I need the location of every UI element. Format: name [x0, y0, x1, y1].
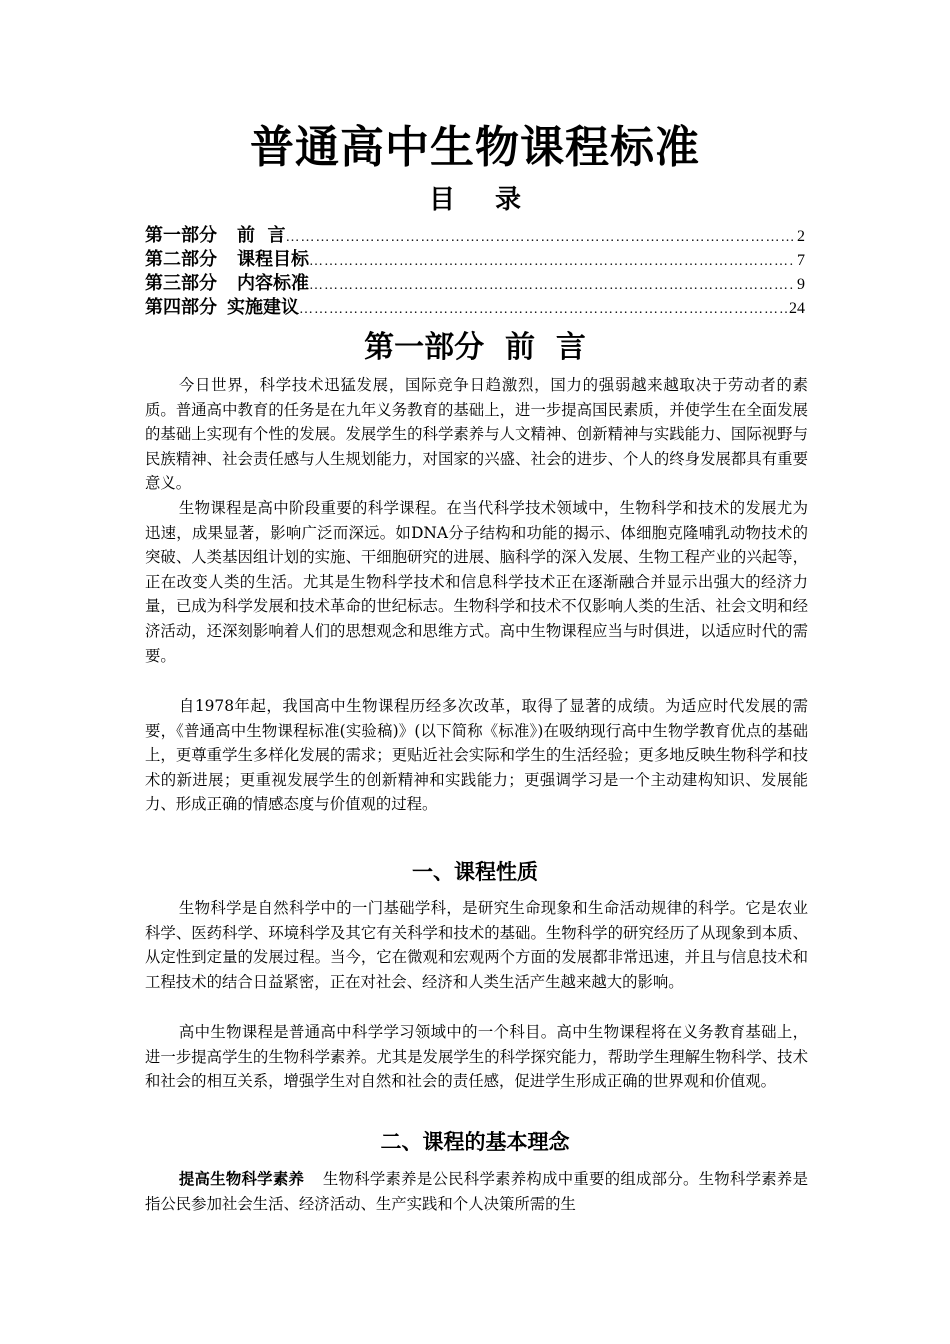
toc-title: 内容标准 — [237, 273, 309, 294]
toc-page-number: 7 — [797, 252, 805, 269]
toc-page-number: 2 — [797, 228, 805, 245]
toc-page-number: 9 — [797, 276, 805, 293]
toc-leader-dots — [299, 298, 787, 322]
toc-entry[interactable] — [145, 224, 805, 248]
toc-heading: 目录 — [428, 185, 561, 215]
toc-title: 实施建议 — [227, 297, 299, 318]
toc-page-number: 24 — [789, 300, 805, 317]
document-title: 普通高中生物课程标准 — [250, 122, 700, 173]
toc-part-label: 第三部分 — [145, 273, 217, 294]
section1-heading: 一、课程性质 — [412, 860, 538, 884]
part1-paragraph: 生物课程是高中阶段重要的科学课程。在当代科学技术领域中，生物科学和技术的发展尤为迅速，成果显著，影响广泛而深远。如DNA分子结构和功能的揭示、体细胞克隆哺乳动物技术的突破、人类基因组计划的实施、干细胞研究的进展、脑科学的深入发展、生物工程产业的兴起等，正在改变人类的生活。尤其是生物科学技术和信息科学技术正在逐渐融合并显示出强大的经济力量，已成为科学发展和技术革命的世纪标志。生物科学和技术不仅影响人类的生活、社会文明和经济活动，还深刻影响着人们的思想观念和思维方式。高中生物课程应当与时俱进，以适应时代的需要。 — [145, 499, 808, 665]
section2-lead-term: 提高生物科学素养 — [178, 1170, 305, 1188]
section1-paragraph: 高中生物课程是普通高中科学学习领域中的一个科目。高中生物课程将在义务教育基础上，进一步提高学生的生物科学素养。尤其是发展学生的科学探究能力，帮助学生理解生物科学、技术和社会的相互关系，增强学生对自然和社会的责任感，促进学生形成正确的世界观和价值观。 — [145, 1023, 808, 1091]
toc-entry[interactable] — [145, 248, 805, 272]
toc-title: 前 言 — [237, 225, 286, 246]
toc-leader-dots — [309, 250, 795, 274]
toc-part-label: 第四部分 — [145, 297, 217, 318]
toc-part-label: 第二部分 — [145, 249, 217, 270]
section2-paragraph — [145, 1167, 808, 1216]
toc-leader-dots — [309, 274, 795, 298]
toc-entry[interactable] — [145, 296, 805, 320]
table-of-contents — [145, 224, 805, 320]
part1-paragraph: 今日世界，科学技术迅猛发展，国际竞争日趋激烈，国力的强弱越来越取决于劳动者的素质。普通高中教育的任务是在九年义务教育的基础上，进一步提高国民素质，并使学生在全面发展的基础上实现有个性的发展。发展学生的科学素养与人文精神、创新精神与实践能力、国际视野与民族精神、社会责任感与人生规划能力，对国家的兴盛、社会的进步、个人的终身发展都具有重要意义。 — [145, 376, 808, 493]
toc-title: 课程目标 — [237, 249, 309, 270]
toc-leader-dots — [286, 226, 795, 250]
toc-part-label: 第一部分 — [145, 225, 217, 246]
part1-paragraph: 自1978年起，我国高中生物课程历经多次改革，取得了显著的成绩。为适应时代发展的需要，《普通高中生物课程标准(实验稿)》(以下简称《标准》)在吸纳现行高中生物学教育优点的基础上，更尊重学生多样化发展的需求；更贴近社会实际和学生的生活经验；更多地反映生物科学和技术的新进展；更重视发展学生的创新精神和实践能力；更强调学习是一个主动建构知识、发展能力、形成正确的情感态度与价值观的过程。 — [145, 697, 808, 814]
section1-paragraph: 生物科学是自然科学中的一门基础学科，是研究生命现象和生命活动规律的科学。它是农业科学、医药科学、环境科学及其它有关科学和技术的基础。生物科学的研究经历了从现象到本质、从定性到定量的发展过程。当今，它在微观和宏观两个方面的发展都非常迅速，并且与信息技术和工程技术的结合日益紧密，正在对社会、经济和人类生活产生越来越大的影响。 — [145, 899, 808, 991]
toc-entry[interactable] — [145, 272, 805, 296]
part1-heading: 第一部分 前 言 — [364, 330, 586, 365]
section2-heading: 二、课程的基本理念 — [380, 1130, 570, 1154]
section2-paragraph-text: 生物科学素养是公民科学素养构成中重要的组成部分。生物科学素养是指公民参加社会生活、经济活动、生产实践和个人决策所需的生 — [145, 1170, 808, 1213]
